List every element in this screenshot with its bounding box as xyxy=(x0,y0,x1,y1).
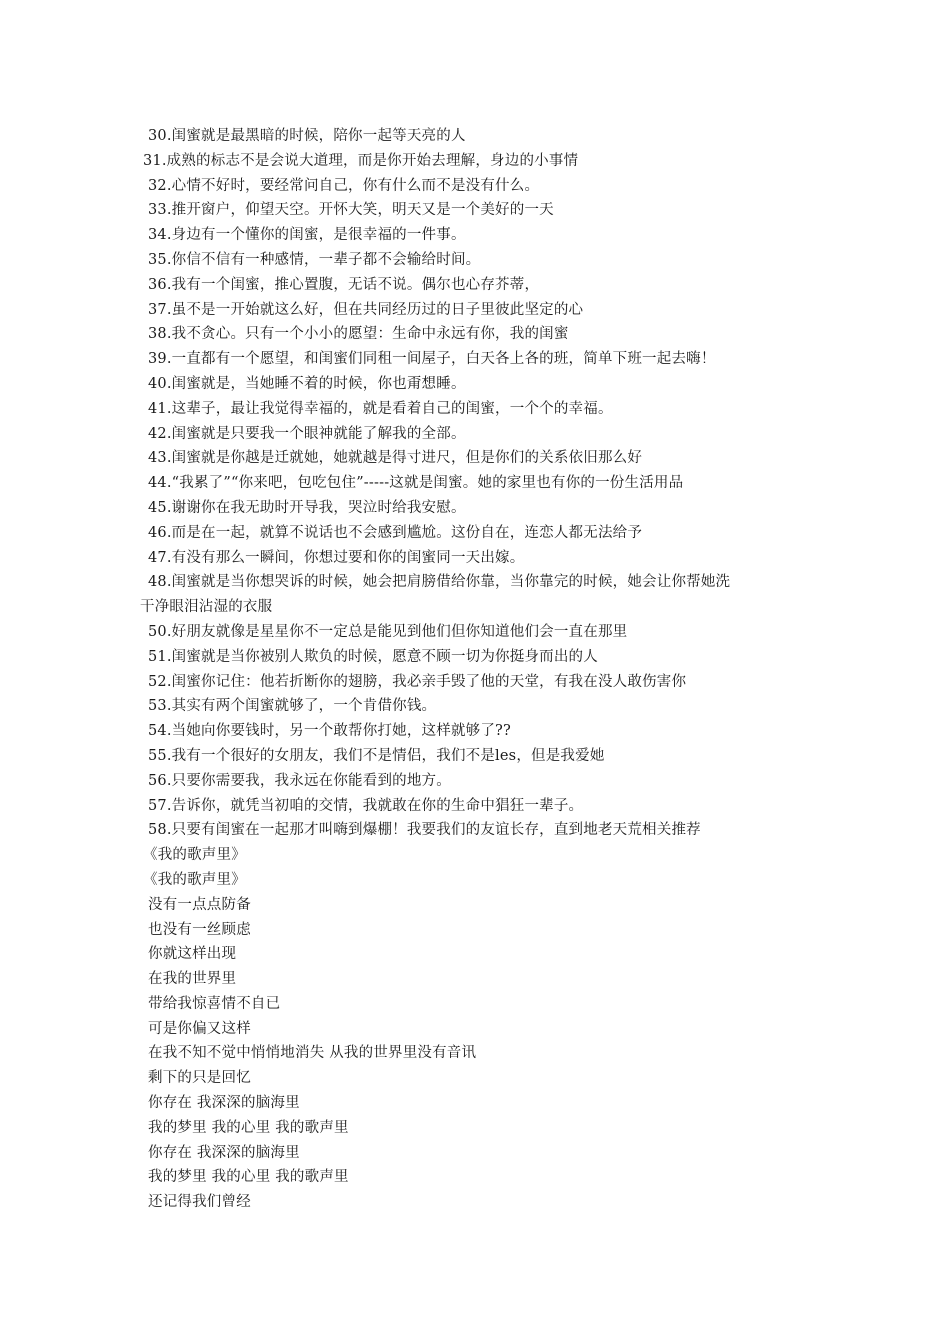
lyric-line: 我的梦里 我的心里 我的歌声里 xyxy=(148,1169,349,1186)
lyric-line: 没有一点点防备 xyxy=(148,896,251,913)
text-line: 34.身边有一个懂你的闺蜜，是很幸福的一件事。 xyxy=(148,227,466,244)
text-line: 45.谢谢你在我无助时开导我，哭泣时给我安慰。 xyxy=(148,499,466,516)
lyric-line: 在我不知不觉中悄悄地消失 从我的世界里没有音讯 xyxy=(148,1045,477,1062)
lyric-line: 带给我惊喜情不自已 xyxy=(148,995,281,1012)
lyric-line: 我的梦里 我的心里 我的歌声里 xyxy=(148,1119,349,1136)
text-line: 48.闺蜜就是当你想哭诉的时候，她会把肩膀借给你靠，当你靠完的时候，她会让你帮她洗 xyxy=(148,574,731,591)
lyric-line: 剩下的只是回忆 xyxy=(148,1070,251,1087)
text-line: 51.闺蜜就是当你被别人欺负的时候，愿意不顾一切为你挺身而出的人 xyxy=(148,648,598,665)
lyric-line: 也没有一丝顾虑 xyxy=(148,921,251,938)
text-line: 46.而是在一起，就算不说话也不会感到尴尬。这份自在，连恋人都无法给予 xyxy=(148,524,643,541)
lyric-line: 你存在 我深深的脑海里 xyxy=(148,1144,300,1161)
lyric-line: 还记得我们曾经 xyxy=(148,1194,251,1211)
lyric-line: 可是你偏又这样 xyxy=(148,1020,251,1037)
text-line: 36.我有一个闺蜜，推心置腹，无话不说。偶尔也心存芥蒂， xyxy=(148,276,540,293)
text-line: 43.闺蜜就是你越是迁就她，她就越是得寸进尺，但是你们的关系依旧那么好 xyxy=(148,450,643,467)
text-line: 32.心情不好时，要经常问自己，你有什么而不是没有什么。 xyxy=(148,177,540,194)
text-line: 42.闺蜜就是只要我一个眼神就能了解我的全部。 xyxy=(148,425,466,442)
text-line: 57.告诉你，就凭当初咱的交情，我就敢在你的生命中猖狂一辈子。 xyxy=(148,797,584,814)
text-line: 47.有没有那么一瞬间，你想过要和你的闺蜜同一天出嫁。 xyxy=(148,549,525,566)
text-line: 52.闺蜜你记住：他若折断你的翅膀，我必亲手毁了他的天堂，有我在没人敢伤害你 xyxy=(148,673,687,690)
text-line: 38.我不贪心。只有一个小小的愿望：生命中永远有你，我的闺蜜 xyxy=(148,326,569,343)
text-line: 55.我有一个很好的女朋友，我们不是情侣，我们不是les，但是我爱她 xyxy=(148,747,605,764)
song-title: 《我的歌声里》 xyxy=(143,847,246,864)
text-line: 56.只要你需要我，我永远在你能看到的地方。 xyxy=(148,772,451,789)
song-title: 《我的歌声里》 xyxy=(143,871,246,888)
text-line: 35.你信不信有一种感情，一辈子都不会输给时间。 xyxy=(148,251,481,268)
text-line: 37.虽不是一开始就这么好，但在共同经历过的日子里彼此坚定的心 xyxy=(148,301,584,318)
lyric-line: 在我的世界里 xyxy=(148,971,237,988)
text-line: 54.当她向你要钱时，另一个敢帮你打她，这样就够了?? xyxy=(148,723,512,740)
text-line: 53.其实有两个闺蜜就够了，一个肯借你钱。 xyxy=(148,698,437,715)
text-line: 30.闺蜜就是最黑暗的时候，陪你一起等天亮的人 xyxy=(148,128,466,144)
lyric-line: 你存在 我深深的脑海里 xyxy=(148,1095,300,1112)
text-line: 31.成熟的标志不是会说大道理，而是你开始去理解，身边的小事情 xyxy=(143,152,579,169)
text-line: 41.这辈子，最让我觉得幸福的，就是看着自己的闺蜜，一个个的幸福。 xyxy=(148,400,613,417)
document-body xyxy=(140,124,826,1215)
text-line: 干净眼泪沾湿的衣服 xyxy=(140,599,273,616)
text-line: 40.闺蜜就是，当她睡不着的时候，你也甭想睡。 xyxy=(148,375,466,392)
lyric-line: 你就这样出现 xyxy=(148,946,237,963)
text-line: 39.一直都有一个愿望，和闺蜜们同租一间屋子，白天各上各的班，简单下班一起去嗨！ xyxy=(148,351,716,368)
text-line: 33.推开窗户，仰望天空。开怀大笑，明天又是一个美好的一天 xyxy=(148,202,554,219)
text-line: 44.“我累了”“你来吧，包吃包住”-----这就是闺蜜。她的家里也有你的一份生活用品 xyxy=(148,475,684,492)
text-line: 50.好朋友就像是星星你不一定总是能见到他们但你知道他们会一直在那里 xyxy=(148,623,628,640)
text-line: 58.只要有闺蜜在一起那才叫嗨到爆棚！我要我们的友谊长存，直到地老天荒相关推荐 xyxy=(148,822,701,839)
